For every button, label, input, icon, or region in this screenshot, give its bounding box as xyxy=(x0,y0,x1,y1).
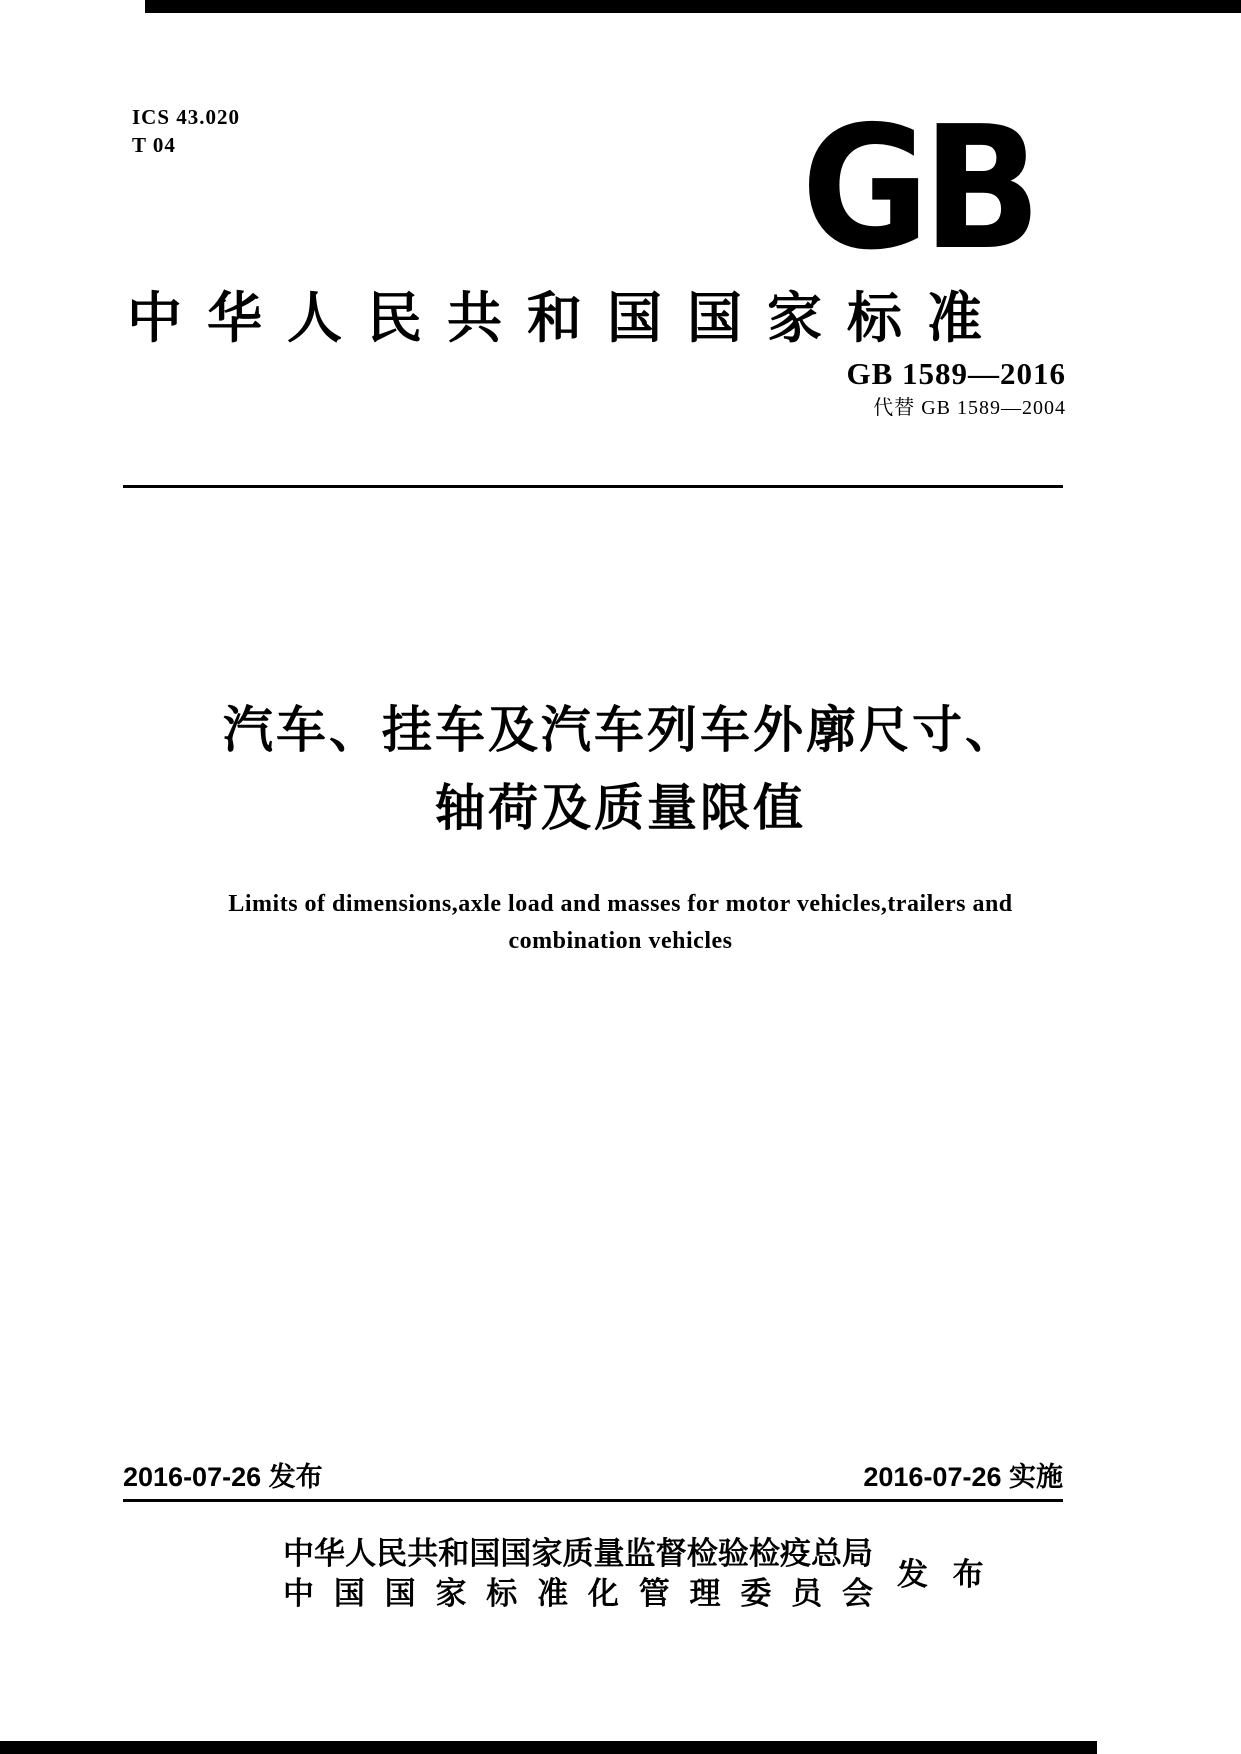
title-cn-line2: 轴荷及质量限值 xyxy=(435,780,806,836)
top-edge-bar xyxy=(145,0,1241,13)
issue-date: 2016-07-26 发布 xyxy=(123,1462,323,1492)
doc-class-code: T 04 xyxy=(132,133,176,157)
title-en-line1: Limits of dimensions,axle load and masses for motor vehicles,trailers and xyxy=(228,891,1013,917)
bottom-edge-bar xyxy=(0,1741,1097,1754)
standard-heading: 中华人民共和国国家标准 xyxy=(127,288,1008,349)
dates-row xyxy=(123,1461,1063,1493)
issuer-line-2: 中国国家标准化管理委员会 xyxy=(283,1576,873,1611)
issuer-block xyxy=(283,1534,873,1614)
standard-number-block xyxy=(846,356,1066,421)
masthead-divider-rule xyxy=(123,485,1063,488)
title-en-line2: combination vehicles xyxy=(508,928,733,954)
standard-number: GB 1589—2016 xyxy=(846,356,1066,391)
ics-code: ICS 43.020 xyxy=(132,105,241,129)
gb-logo: GB xyxy=(801,90,1034,288)
implementation-date: 2016-07-26 实施 xyxy=(863,1462,1063,1492)
footer-divider-rule xyxy=(123,1499,1063,1502)
title-chinese xyxy=(0,691,1241,847)
publish-label: 发 布 xyxy=(897,1557,992,1592)
title-cn-line1: 汽车、挂车及汽车列车外廓尺寸、 xyxy=(223,702,1018,758)
replaces-note: 代替 GB 1589—2004 xyxy=(873,397,1066,419)
title-english xyxy=(0,886,1241,960)
ics-block xyxy=(132,103,240,159)
issuer-line-1: 中华人民共和国国家质量监督检验检疫总局 xyxy=(283,1536,873,1571)
